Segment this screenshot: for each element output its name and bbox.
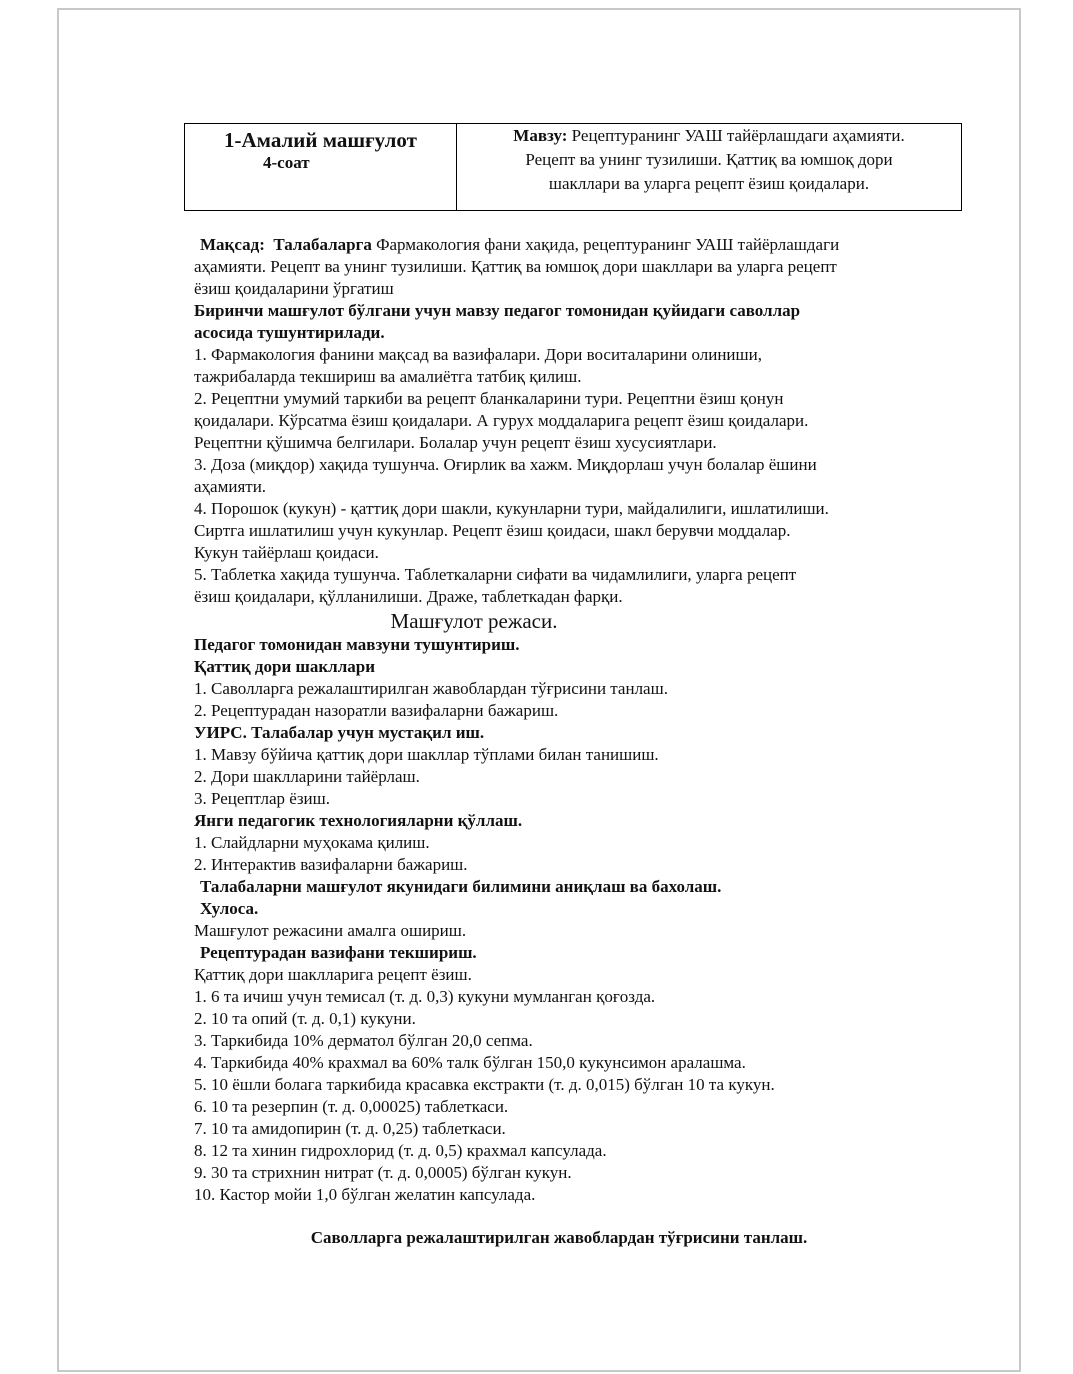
header-left-cell [185,124,457,210]
plan-tech-item: 1. Слайдларни муҳокама қилиш. [194,833,430,852]
plan-tech: Янги педагогик технологияларни қўллаш. [194,811,523,830]
document-body [194,234,944,1206]
plan-solid-item: 1. Саволларга режалаштирилган жавоблардан тўғрисини танлаш. [194,679,668,698]
topic-label: Мавзу: [513,126,568,145]
topic-line-2: Рецепт ва унинг тузилиши. Қаттиқ ва юмшоқ дори [525,150,893,169]
task-item: 3. Таркибида 10% дерматол бўлган 20,0 сепма. [194,1031,533,1050]
goal-line-1 [194,234,944,256]
goal-label: Мақсад: [200,235,265,254]
task-item: 2. 10 та опий (т. д. 0,1) кукуни. [194,1009,416,1028]
plan-conclusion-text: Машғулот режасини амалга ошириш. [194,921,467,940]
topic-line-1 [461,124,957,148]
goal-bold: Талабаларга [273,235,372,254]
goal-line-3: ёзиш қоидаларини ўргатиш [194,279,394,298]
task-item: 8. 12 та хинин гидрохлорид (т. д. 0,5) крахмал капсулада. [194,1141,607,1160]
lesson-hours: 4-соат [263,153,310,172]
question-line: 3. Доза (миқдор) хақида тушунча. Оғирлик ва хажм. Миқдорлаш учун болалар ёшини [194,455,817,474]
topic-text-1: Рецептуранинг УАШ тайёрлашдаги аҳамияти. [571,126,905,145]
lesson-title: 1-Амалий машғулот [224,128,417,152]
question-line: аҳамияти. [194,477,267,496]
plan-assess: Талабаларни машғулот якунидаги билимини аниқлаш ва бахолаш. [200,877,722,896]
task-item: 7. 10 та амидопирин (т. д. 0,25) таблеткаси. [194,1119,506,1138]
plan-check-text: Қаттиқ дори шаклларига рецепт ёзиш. [194,965,472,984]
question-line: Рецептни қўшимча белгилари. Болалар учун рецепт ёзиш хусусиятлари. [194,433,717,452]
footer-heading: Саволларга режалаштирилган жавоблардан тўғрисини танлаш. [310,1228,808,1247]
question-line: тажрибаларда текшириш ва амалиётга татбиқ қилиш. [194,367,582,386]
plan-tech-item: 2. Интерактив вазифаларни бажариш. [194,855,468,874]
plan-conclusion: Хулоса. [200,899,259,918]
task-item: 9. 30 та стрихнин нитрат (т. д. 0,0005) бўлган кукун. [194,1163,572,1182]
plan-teacher: Педагог томонидан мавзуни тушунтириш. [194,635,520,654]
plan-uirs-item: 3. Рецептлар ёзиш. [194,789,330,808]
question-line: қоидалари. Кўрсатма ёзиш қоидалари. А гурух моддаларига рецепт ёзиш қоидалари. [194,411,809,430]
plan-title: Машғулот режаси. [390,609,558,633]
question-line: 5. Таблетка хақида тушунча. Таблеткаларни сифати ва чидамлилиги, уларга рецепт [194,565,797,584]
question-line: Кукун тайёрлаш қоидаси. [194,543,379,562]
intro-line-2: асосида тушунтирилади. [194,323,385,342]
intro-line-1: Биринчи машғулот бўлгани учун мавзу педагог томонидан қуйидаги саволлар [194,301,801,320]
task-item: 10. Кастор мойи 1,0 бўлган желатин капсулада. [194,1185,536,1204]
question-line: 4. Порошок (кукун) - қаттиқ дори шакли, кукунларни тури, майдалилиги, ишлатилиши. [194,499,829,518]
question-line: Сиртга ишлатилиш учун кукунлар. Рецепт ёзиш қоидаси, шакл берувчи моддалар. [194,521,791,540]
plan-solid-forms: Қаттиқ дори шакллари [194,657,375,676]
task-item: 4. Таркибида 40% крахмал ва 60% талк бўлган 150,0 кукунсимон аралашма. [194,1053,746,1072]
plan-uirs-item: 2. Дори шаклларини тайёрлаш. [194,767,420,786]
question-line: ёзиш қоидалари, қўлланилиши. Драже, таблеткадан фарқи. [194,587,623,606]
plan-uirs: УИРС. Талабалар учун мустақил иш. [194,723,485,742]
plan-solid-item: 2. Рецептурадан назоратли вазифаларни бажариш. [194,701,559,720]
plan-check: Рецептурадан вазифани текшириш. [200,943,477,962]
goal-text-1: Фармакология фани хақида, рецептуранинг УАШ тайёрлашдаги [376,235,840,254]
question-line: 2. Рецептни умумий таркиби ва рецепт бланкаларини тури. Рецептни ёзиш қонун [194,389,784,408]
task-item: 5. 10 ёшли болага таркибида красавка екстракти (т. д. 0,015) бўлган 10 та кукун. [194,1075,775,1094]
task-item: 6. 10 та резерпин (т. д. 0,00025) таблеткаси. [194,1097,509,1116]
topic-line-3: шакллари ва уларга рецепт ёзиш қоидалари. [548,174,870,193]
plan-uirs-item: 1. Мавзу бўйича қаттиқ дори шакллар тўплами билан танишиш. [194,745,659,764]
question-line: 1. Фармакология фанини мақсад ва вазифалари. Дори воситаларини олиниши, [194,345,762,364]
header-right-cell [457,124,961,210]
goal-line-2: аҳамияти. Рецепт ва унинг тузилиши. Қаттиқ ва юмшоқ дори шакллари ва уларга рецепт [194,257,837,276]
task-item: 1. 6 та ичиш учун темисал (т. д. 0,3) кукуни мумланган қоғозда. [194,987,656,1006]
header-table [184,123,962,211]
